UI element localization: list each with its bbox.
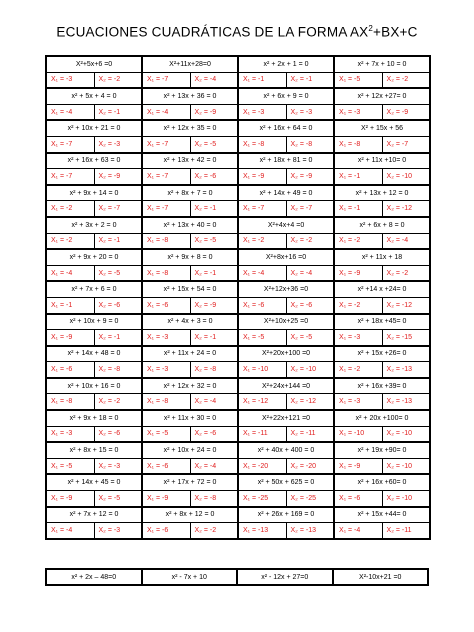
solution-x2: X₂ = -20 [286,458,334,474]
solution-x2: X₂ = -25 [286,491,334,507]
equation-row [46,410,430,426]
extra-equation: x² + 2x – 48=0 [46,569,142,585]
equation-row [46,507,430,523]
equation-cell: x² + 16x + 63 = 0 [46,153,142,169]
solution-x2: X₂ = -1 [190,201,238,217]
solution-x1: X₁ = -9 [334,265,382,281]
solution-x1: X₁ = -7 [142,201,190,217]
solution-x1: X₁ = -8 [142,233,190,249]
solution-x2: X₂ = -2 [94,394,142,410]
solution-x2: X₂ = -6 [94,297,142,313]
solution-x1: X₁ = -8 [238,136,286,152]
equation-cell: x² + 9x + 20 = 0 [46,249,142,265]
solution-x1: X₁ = -5 [46,458,94,474]
solution-x2: X₂ = -5 [190,233,238,249]
solution-row [46,362,430,378]
solution-x2: X₂ = -4 [382,233,430,249]
equation-cell: x² + 26x + 169 = 0 [238,507,334,523]
equation-cell: x² + 3x + 2 = 0 [46,217,142,233]
solution-x1: X₁ = -8 [142,394,190,410]
solution-row [46,523,430,539]
solution-x2: X₂ = -10 [382,426,430,442]
solution-x1: X₁ = -8 [46,394,94,410]
solution-x1: X₁ = -5 [142,426,190,442]
solution-x2: X₂ = -5 [94,491,142,507]
solution-x1: X₁ = -13 [238,523,286,539]
solution-x2: X₂ = -10 [382,458,430,474]
solution-x2: X₂ = -1 [94,330,142,346]
solution-x1: X₁ = -2 [46,233,94,249]
equation-cell: x² + 7x + 10 = 0 [334,56,430,72]
equation-row [46,346,430,362]
solution-x2: X₂ = -9 [94,169,142,185]
solution-row [46,297,430,313]
equation-cell: x² + 11x + 24 = 0 [142,346,238,362]
solution-x1: X₁ = -20 [238,458,286,474]
equation-cell: x² + 13x + 36 = 0 [142,88,238,104]
solution-x1: X₁ = -3 [238,104,286,120]
solution-x1: X₁ = -3 [142,362,190,378]
solution-row [46,426,430,442]
equation-cell: x² + 12x +27= 0 [334,88,430,104]
equation-cell: x² + 13x + 42 = 0 [142,153,238,169]
equation-row [46,153,430,169]
solution-x2: X₂ = -13 [382,394,430,410]
solution-x2: X₂ = -7 [382,136,430,152]
equation-cell: X²+24x+144 =0 [238,378,334,394]
equation-cell: x² + 2x + 1 = 0 [238,56,334,72]
solution-x2: X₂ = -1 [94,233,142,249]
solution-x1: X₁ = -8 [334,136,382,152]
extra-equation: x² - 12x + 27=0 [237,569,333,585]
solution-x2: X₂ = -5 [286,330,334,346]
extra-equations-table [45,568,429,586]
equation-cell: x² + 6x + 8 = 0 [334,217,430,233]
solution-x1: X₁ = -1 [334,169,382,185]
equation-cell: x² +14 x +24= 0 [334,281,430,297]
solution-x2: X₂ = -2 [190,523,238,539]
solution-x2: X₂ = -1 [190,330,238,346]
equation-cell: X²+12x+36 =0 [238,281,334,297]
solution-x1: X₁ = -8 [142,265,190,281]
solution-x2: X₂ = -3 [94,136,142,152]
equation-cell: x² + 7x + 6 = 0 [46,281,142,297]
solution-x1: X₁ = -3 [334,330,382,346]
equation-cell: X²+20x+100 =0 [238,346,334,362]
solution-row [46,458,430,474]
equation-row [46,88,430,104]
solution-row [46,233,430,249]
solution-x1: X₁ = -4 [46,523,94,539]
solution-x2: X₂ = -9 [286,169,334,185]
solution-row [46,491,430,507]
equation-cell: x² + 16x + 64 = 0 [238,120,334,136]
title-exponent: 2 [368,24,374,33]
solution-x1: X₁ = -2 [46,201,94,217]
equation-cell: x² + 16x +60= 0 [334,474,430,490]
solution-x1: X₁ = -6 [142,458,190,474]
solution-x1: X₁ = -10 [334,426,382,442]
solution-x1: X₁ = -2 [334,297,382,313]
solution-x2: X₂ = -3 [94,523,142,539]
solution-x1: X₁ = -5 [238,330,286,346]
equation-row [46,314,430,330]
solution-x2: X₂ = -6 [190,169,238,185]
solution-x2: X₂ = -11 [286,426,334,442]
solution-x1: X₁ = -3 [334,104,382,120]
equation-cell: x² + 7x + 12 = 0 [46,507,142,523]
solution-x1: X₁ = -1 [46,297,94,313]
solution-x1: X₁ = -6 [238,297,286,313]
solution-x1: X₁ = -7 [46,136,94,152]
solution-x1: X₁ = -2 [238,233,286,249]
solution-x2: X₂ = -12 [286,394,334,410]
solution-x1: X₁ = -3 [46,72,94,88]
solution-x2: X₂ = -8 [94,362,142,378]
solution-x1: X₁ = -9 [142,491,190,507]
equation-cell: X²+5x+6 =0 [46,56,142,72]
equation-cell: x² + 4x + 3 = 0 [142,314,238,330]
solution-x1: X₁ = -9 [46,330,94,346]
solution-x1: X₁ = -2 [334,362,382,378]
equation-cell: x² + 9x + 14 = 0 [46,185,142,201]
solution-x2: X₂ = -5 [94,265,142,281]
equation-cell: x² + 14x + 49 = 0 [238,185,334,201]
equation-cell: x² + 18x + 81 = 0 [238,153,334,169]
solution-x1: X₁ = -2 [334,233,382,249]
solution-x2: X₂ = -2 [286,233,334,249]
solution-x2: X₂ = -4 [190,458,238,474]
solution-x2: X₂ = -6 [190,426,238,442]
equation-row [46,120,430,136]
equation-row [46,249,430,265]
title-tail: +BX+C [373,24,418,40]
solution-x2: X₂ = -9 [382,104,430,120]
solution-x1: X₁ = -9 [334,458,382,474]
solution-x2: X₂ = -4 [190,394,238,410]
equation-cell: x² + 5x + 4 = 0 [46,88,142,104]
solution-x2: X₂ = -2 [382,72,430,88]
solution-row [46,265,430,281]
solution-x2: X₂ = -7 [286,201,334,217]
solution-x1: X₁ = -4 [238,265,286,281]
equation-cell: x² + 15x + 54 = 0 [142,281,238,297]
solution-x2: X₂ = -8 [190,362,238,378]
solution-x1: X₁ = -6 [142,297,190,313]
equation-cell: x² + 10x + 24 = 0 [142,442,238,458]
solution-x2: X₂ = -13 [382,362,430,378]
solution-x1: X₁ = -7 [142,72,190,88]
equation-cell: x² + 11x + 30 = 0 [142,410,238,426]
equation-cell: x² + 11x + 18 [334,249,430,265]
page-title [0,24,474,40]
solution-x2: X₂ = -7 [94,201,142,217]
solution-x1: X₁ = -6 [46,362,94,378]
solution-x2: X₂ = -2 [94,72,142,88]
equation-cell: x² + 6x + 9 = 0 [238,88,334,104]
solution-row [46,136,430,152]
solution-x2: X₂ = -1 [286,72,334,88]
equation-cell: x² + 10x + 21 = 0 [46,120,142,136]
equation-cell: X²+11x+28=0 [142,56,238,72]
equation-cell: x² + 8x + 7 = 0 [142,185,238,201]
equation-cell: X² + 15x + 56 [334,120,430,136]
solution-x1: X₁ = -4 [46,104,94,120]
equation-cell: x² + 11x +10= 0 [334,153,430,169]
solution-row [46,394,430,410]
solution-x2: X₂ = -10 [382,169,430,185]
equation-cell: x² + 13x + 12 = 0 [334,185,430,201]
equation-cell: x² + 40x + 400 = 0 [238,442,334,458]
solution-x1: X₁ = -7 [142,169,190,185]
solution-x1: X₁ = -3 [142,330,190,346]
solution-x2: X₂ = -8 [286,136,334,152]
solution-x1: X₁ = -25 [238,491,286,507]
equation-cell: x² + 14x + 48 = 0 [46,346,142,362]
solution-x2: X₂ = -8 [190,491,238,507]
solution-row [46,330,430,346]
equation-row [46,56,430,72]
equation-cell: x² + 12x + 35 = 0 [142,120,238,136]
solution-row [46,72,430,88]
equation-row [46,378,430,394]
solution-x2: X₂ = -1 [94,104,142,120]
solution-x2: X₂ = -13 [286,523,334,539]
equation-cell: X²+8x+16 =0 [238,249,334,265]
equation-cell: x² + 20x +100= 0 [334,410,430,426]
solution-x2: X₂ = -6 [286,297,334,313]
equation-row [46,217,430,233]
solution-x2: X₂ = -9 [190,104,238,120]
equation-cell: x² + 9x + 8 = 0 [142,249,238,265]
solution-x1: X₁ = -11 [238,426,286,442]
solution-x1: X₁ = -10 [238,362,286,378]
equation-cell: X²+4x+4 =0 [238,217,334,233]
equation-row [46,442,430,458]
solution-x1: X₁ = -4 [142,104,190,120]
equation-cell: x² + 15x +26= 0 [334,346,430,362]
extra-equation: X²-10x+21 =0 [333,569,429,585]
solution-x1: X₁ = -9 [46,491,94,507]
equation-cell: x² + 12x + 32 = 0 [142,378,238,394]
solution-x1: X₁ = -7 [142,136,190,152]
solution-x2: X₂ = -10 [382,491,430,507]
solution-x2: X₂ = -9 [190,297,238,313]
equation-cell: x² + 50x + 625 = 0 [238,474,334,490]
solution-x2: X₂ = -4 [286,265,334,281]
solution-x1: X₁ = -5 [334,72,382,88]
solution-x1: X₁ = -4 [334,523,382,539]
solution-x2: X₂ = -3 [286,104,334,120]
solution-x2: X₂ = -1 [190,265,238,281]
equation-cell: x² + 9x + 18 = 0 [46,410,142,426]
solution-x2: X₂ = -3 [94,458,142,474]
equation-cell: X²+10x+25 =0 [238,314,334,330]
solution-x1: X₁ = -4 [46,265,94,281]
solution-x1: X₁ = -3 [46,426,94,442]
solution-x1: X₁ = -1 [334,201,382,217]
equation-cell: x² + 8x + 12 = 0 [142,507,238,523]
equations-table [45,55,431,540]
solution-x2: X₂ = -2 [382,265,430,281]
equation-cell: x² + 14x + 45 = 0 [46,474,142,490]
extra-equation: x² - 7x + 10 [142,569,238,585]
equation-row [46,474,430,490]
solution-x1: X₁ = -6 [142,523,190,539]
equation-cell: x² + 8x + 15 = 0 [46,442,142,458]
title-text: ECUACIONES CUADRÁTICAS DE LA FORMA AX [56,24,369,40]
solution-x1: X₁ = -7 [238,201,286,217]
solution-row [46,201,430,217]
solution-row [46,104,430,120]
equation-cell: X²+22x+121 =0 [238,410,334,426]
solution-x2: X₂ = -10 [286,362,334,378]
solution-x1: X₁ = -6 [334,491,382,507]
solution-x2: X₂ = -5 [190,136,238,152]
equation-cell: x² + 19x +90= 0 [334,442,430,458]
solution-x2: X₂ = -6 [94,426,142,442]
solution-x1: X₁ = -9 [238,169,286,185]
solution-x1: X₁ = -1 [238,72,286,88]
equation-cell: x² + 10x + 9 = 0 [46,314,142,330]
equation-cell: x² + 15x +44= 0 [334,507,430,523]
solution-x2: X₂ = -11 [382,523,430,539]
solution-x1: X₁ = -3 [334,394,382,410]
equation-cell: x² + 16x +39= 0 [334,378,430,394]
solution-x2: X₂ = -12 [382,201,430,217]
solution-x2: X₂ = -4 [190,72,238,88]
equation-cell: x² + 13x + 40 = 0 [142,217,238,233]
solution-row [46,169,430,185]
solution-x1: X₁ = -7 [46,169,94,185]
equation-cell: x² + 18x +45= 0 [334,314,430,330]
equation-row [46,185,430,201]
equation-cell: x² + 17x + 72 = 0 [142,474,238,490]
equation-row [46,281,430,297]
solution-x2: X₂ = -15 [382,330,430,346]
solution-x2: X₂ = -12 [382,297,430,313]
solution-x1: X₁ = -12 [238,394,286,410]
equation-cell: x² + 10x + 16 = 0 [46,378,142,394]
